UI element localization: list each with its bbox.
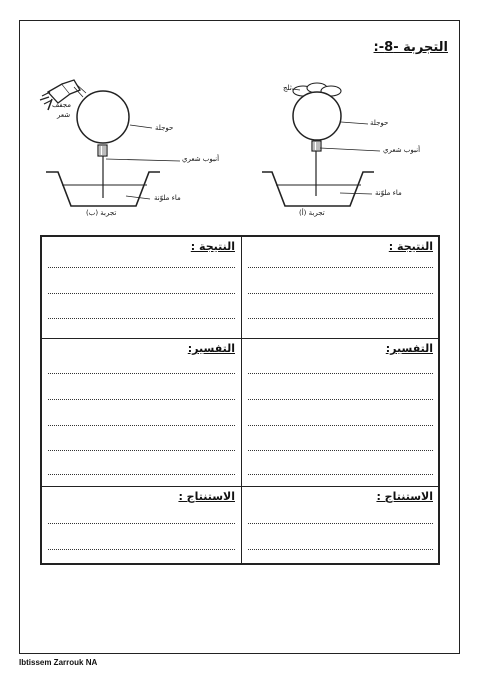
answer-line[interactable] bbox=[248, 267, 433, 268]
ice-label: ثلج bbox=[283, 84, 292, 92]
flask-b bbox=[77, 91, 129, 143]
answer-line[interactable] bbox=[248, 373, 433, 374]
conclusion-label-b: الاستنتاج : bbox=[178, 490, 235, 503]
explanation-cell-b bbox=[42, 339, 241, 486]
answer-line[interactable] bbox=[248, 474, 433, 475]
diagram-b bbox=[0, 0, 480, 230]
basin-a bbox=[262, 172, 374, 206]
answer-line[interactable] bbox=[48, 318, 235, 319]
answer-line[interactable] bbox=[48, 293, 235, 294]
answer-table bbox=[40, 235, 440, 565]
flask-a-label: حوجلة bbox=[370, 119, 389, 127]
answer-line[interactable] bbox=[48, 523, 235, 524]
water-a-label: ماء ملوّنة bbox=[375, 189, 402, 197]
answer-line[interactable] bbox=[248, 549, 433, 550]
explanation-label-b: التفسير: bbox=[187, 342, 235, 355]
result-cell-b bbox=[42, 237, 241, 338]
experiment-a-caption: تجربة (أ) bbox=[299, 209, 325, 217]
flask-b-label: حوجلة bbox=[155, 124, 174, 132]
explanation-cell-a bbox=[242, 339, 439, 486]
result-label-b: النتيجة : bbox=[190, 240, 235, 253]
tube-b-label: أنبوب شعري bbox=[182, 155, 220, 163]
answer-line[interactable] bbox=[248, 318, 433, 319]
experiment-b-caption: تجربة (ب) bbox=[86, 209, 117, 217]
answer-line[interactable] bbox=[248, 293, 433, 294]
answer-line[interactable] bbox=[48, 399, 235, 400]
answer-line[interactable] bbox=[248, 425, 433, 426]
dryer-label-line1: مجفف bbox=[52, 101, 72, 109]
answer-line[interactable] bbox=[248, 523, 433, 524]
answer-line[interactable] bbox=[48, 267, 235, 268]
flask-a bbox=[293, 92, 341, 140]
answer-line[interactable] bbox=[48, 425, 235, 426]
answer-line[interactable] bbox=[48, 373, 235, 374]
explanation-label-a: التفسير: bbox=[385, 342, 433, 355]
answer-line[interactable] bbox=[48, 549, 235, 550]
dryer-label-line2: شعر bbox=[57, 111, 71, 119]
answer-line[interactable] bbox=[48, 474, 235, 475]
water-b-label: ماء ملوّنة bbox=[154, 194, 181, 202]
answer-line[interactable] bbox=[48, 450, 235, 451]
experiment-title: التجربة -8-: bbox=[373, 40, 448, 55]
result-label-a: النتيجة : bbox=[388, 240, 433, 253]
answer-line[interactable] bbox=[248, 399, 433, 400]
author-credit: Ibtissem Zarrouk NA bbox=[19, 658, 98, 667]
conclusion-label-a: الاستنتاج : bbox=[376, 490, 433, 503]
answer-line[interactable] bbox=[248, 450, 433, 451]
conclusion-cell-b bbox=[42, 487, 241, 563]
result-cell-a bbox=[242, 237, 439, 338]
conclusion-cell-a bbox=[242, 487, 439, 563]
tube-a-label: أنبوب شعري bbox=[383, 146, 421, 154]
